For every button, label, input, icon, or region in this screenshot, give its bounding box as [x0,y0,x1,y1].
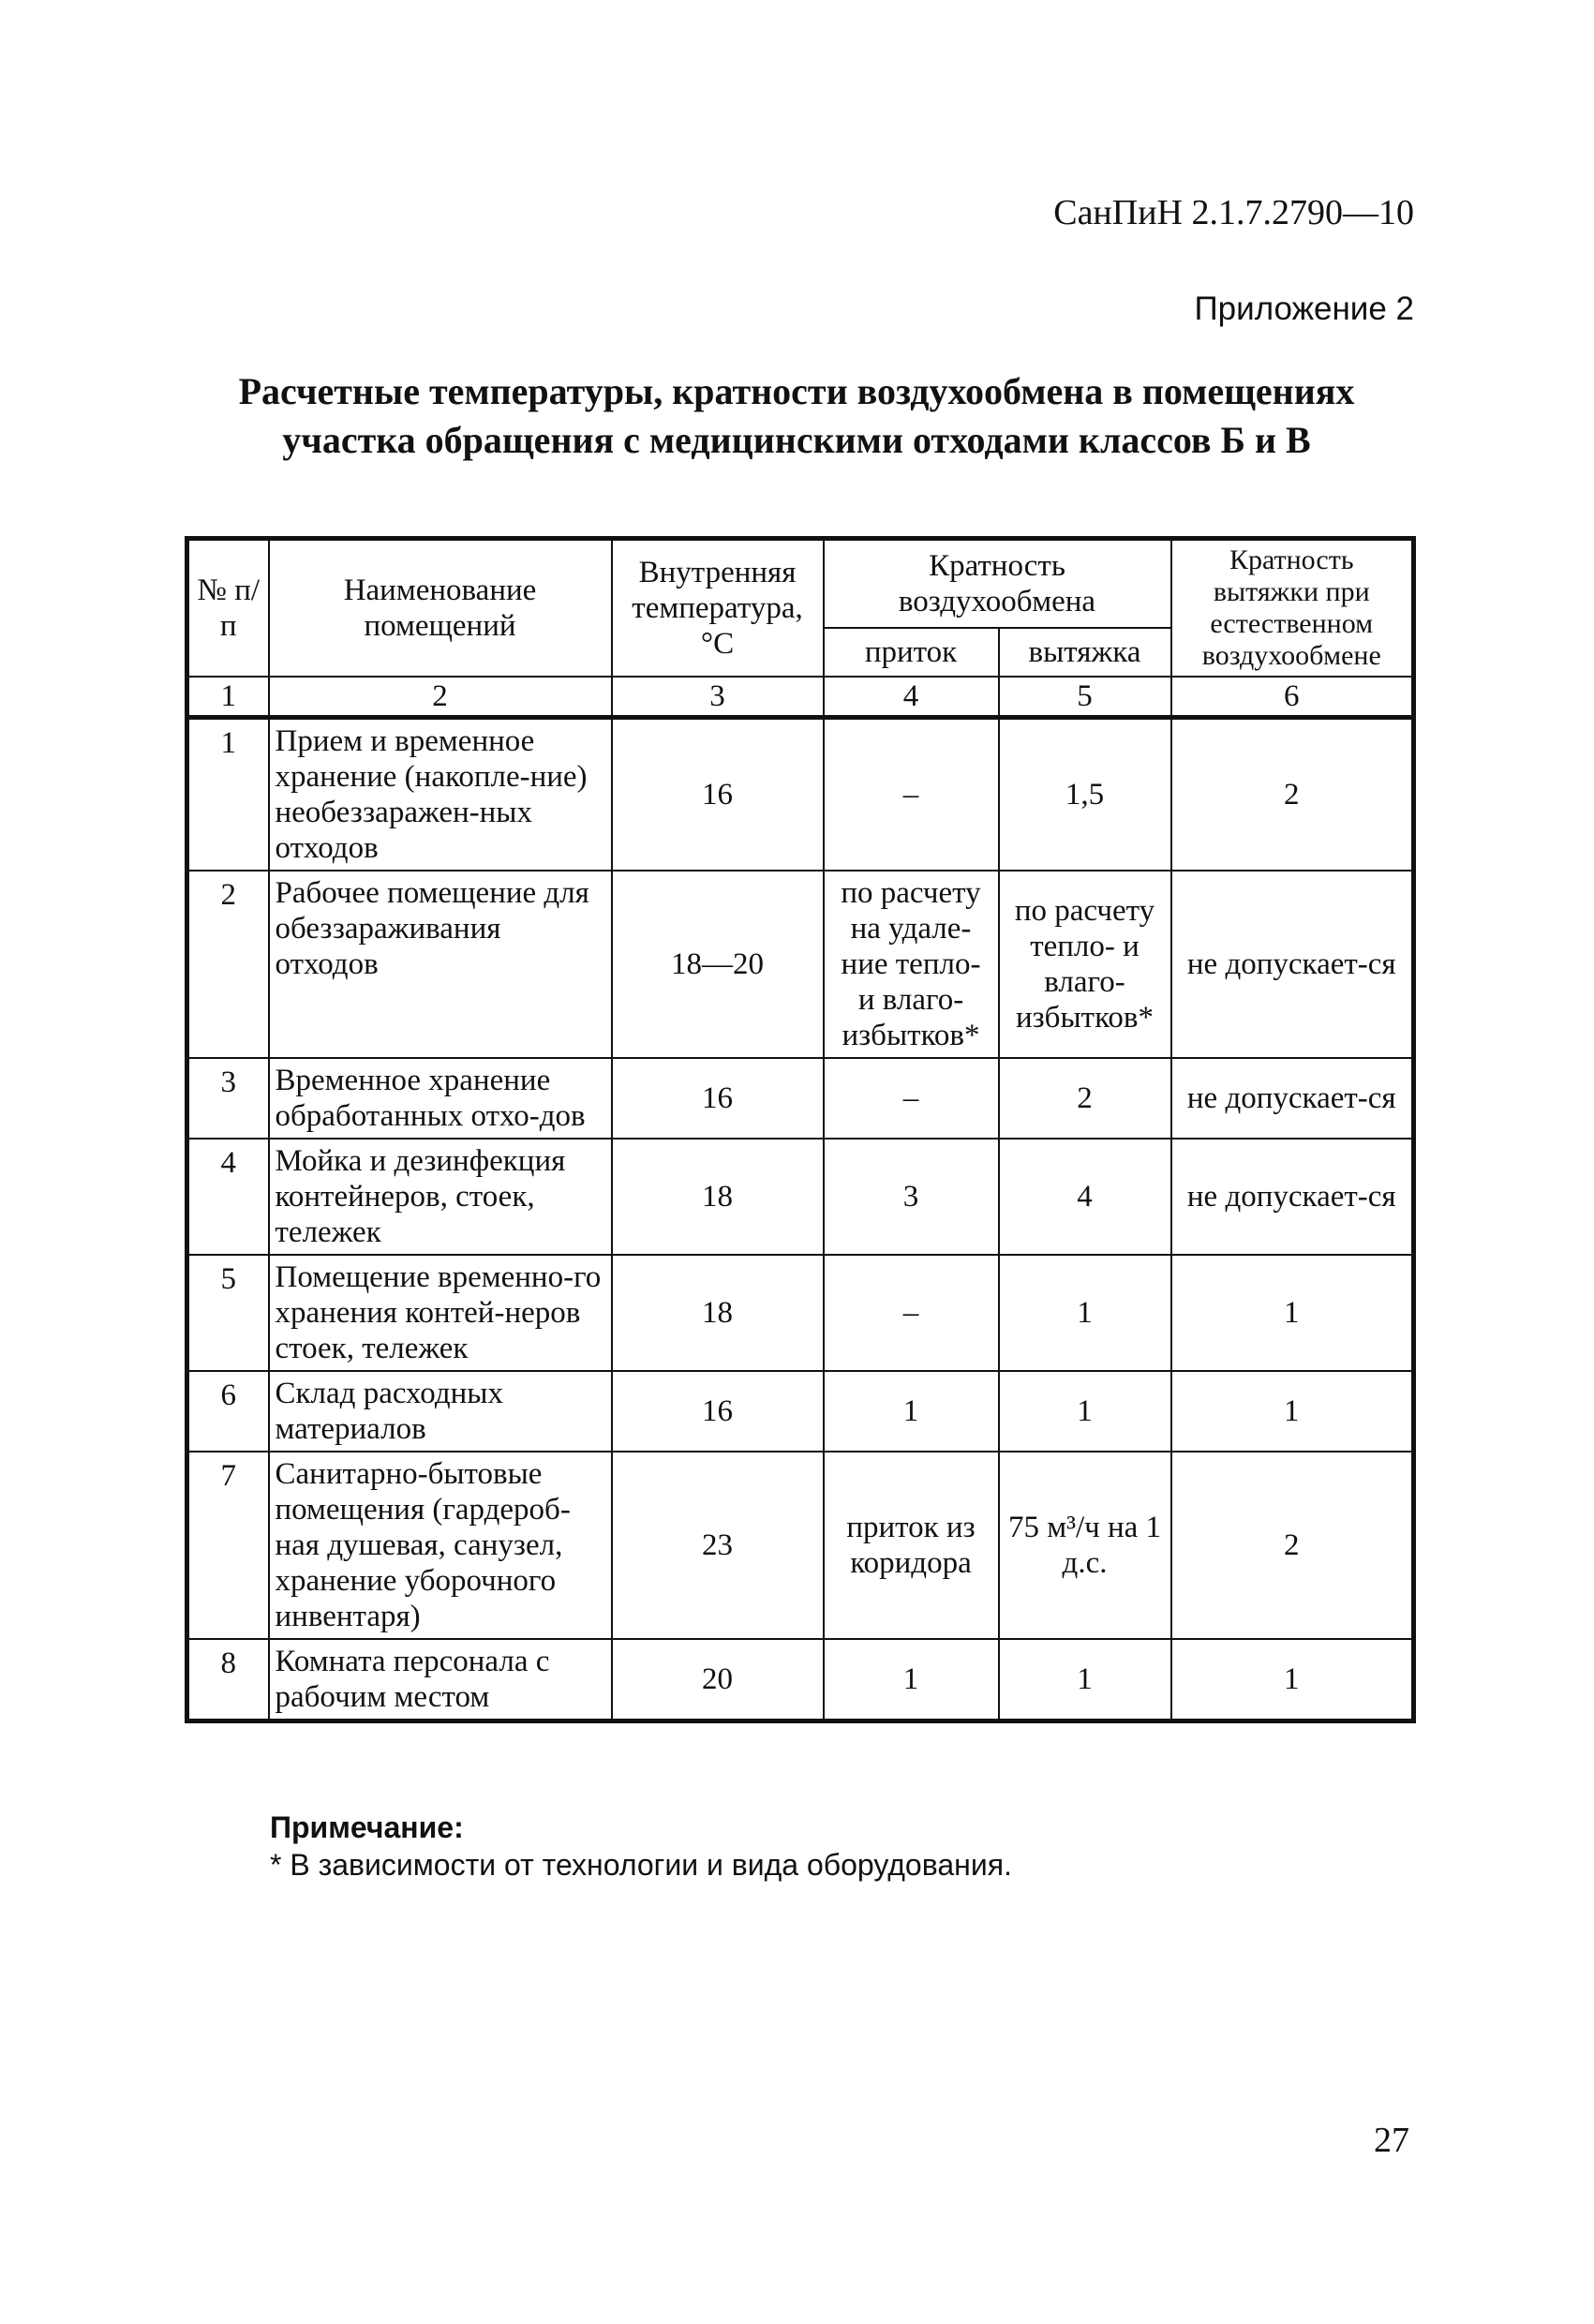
room-exhaust: 75 м³/ч на 1 д.с. [999,1452,1171,1639]
header-air-exchange: Кратность воздухообмена [824,539,1171,628]
room-natural-exhaust: 2 [1171,718,1414,872]
column-number: 5 [999,677,1171,718]
air-exchange-table [185,536,1411,1723]
column-number: 3 [612,677,824,718]
room-name: Санитарно-бытовые помещения (гардероб-ная душевая, санузел, хранение уборочного инвентаря) [269,1452,612,1639]
header-num: № п/п [187,539,269,678]
row-number: 7 [187,1452,269,1639]
room-name: Временное хранение обработанных отхо-дов [269,1058,612,1139]
room-exhaust: 1,5 [999,718,1171,872]
footnote [270,1809,1012,1884]
column-numbers-row [187,677,1414,718]
room-name: Помещение временно-го хранения контей-неров стоек, тележек [269,1255,612,1371]
room-temp: 16 [612,718,824,872]
row-number: 2 [187,871,269,1058]
room-name: Комната персонала с рабочим местом [269,1639,612,1721]
room-exhaust: 4 [999,1139,1171,1255]
room-supply: 1 [824,1371,999,1452]
room-exhaust: 1 [999,1639,1171,1721]
table-row [187,718,1414,872]
room-natural-exhaust: 1 [1171,1255,1414,1371]
table-row [187,1058,1414,1139]
table-row [187,871,1414,1058]
row-number: 4 [187,1139,269,1255]
room-supply: – [824,1255,999,1371]
table-header-row [187,539,1414,628]
page-number: 27 [1374,2121,1409,2160]
room-name: Рабочее помещение для обеззараживания отходов [269,871,612,1058]
room-exhaust: 1 [999,1255,1171,1371]
room-name: Мойка и дезинфекция контейнеров, стоек, тележек [269,1139,612,1255]
room-temp: 23 [612,1452,824,1639]
room-natural-exhaust: 1 [1171,1639,1414,1721]
room-natural-exhaust: не допускает-ся [1171,1139,1414,1255]
room-temp: 20 [612,1639,824,1721]
room-name: Прием и временное хранение (накопле-ние) необеззаражен-ных отходов [269,718,612,872]
header-exhaust: вытяжка [999,628,1171,677]
header-natural-exhaust: Кратность вытяжки при естественном воздухообмене [1171,539,1414,678]
document-code: СанПиН 2.1.7.2790—10 [1053,193,1414,232]
row-number: 1 [187,718,269,872]
room-supply: – [824,1058,999,1139]
header-name: Наименование помещений [269,539,612,678]
footnote-text: * В зависимости от технологии и вида оборудования. [270,1848,1012,1882]
room-supply: приток из коридора [824,1452,999,1639]
room-supply: 3 [824,1139,999,1255]
table-row [187,1139,1414,1255]
footnote-title: Примечание: [270,1810,464,1844]
room-natural-exhaust: 1 [1171,1371,1414,1452]
room-exhaust: 2 [999,1058,1171,1139]
room-temp: 16 [612,1371,824,1452]
room-natural-exhaust: не допускает-ся [1171,1058,1414,1139]
row-number: 8 [187,1639,269,1721]
room-temp: 18 [612,1255,824,1371]
room-natural-exhaust: не допускает-ся [1171,871,1414,1058]
header-supply: приток [824,628,999,677]
appendix-label: Приложение 2 [1194,290,1414,327]
page-title: Расчетные температуры, кратности воздухообмена в помещениях участка обращения с медицинскими отходами классов Б и В [238,370,1355,461]
room-temp: 18—20 [612,871,824,1058]
table-row [187,1371,1414,1452]
column-number: 2 [269,677,612,718]
row-number: 5 [187,1255,269,1371]
room-exhaust: 1 [999,1371,1171,1452]
room-name: Склад расходных материалов [269,1371,612,1452]
room-supply: по расчету на удале-ние тепло- и влаго-избытков* [824,871,999,1058]
column-number: 6 [1171,677,1414,718]
table-row [187,1452,1414,1639]
column-number: 4 [824,677,999,718]
row-number: 3 [187,1058,269,1139]
header-temp: Внутренняя температура, °С [612,539,824,678]
column-number: 1 [187,677,269,718]
room-temp: 18 [612,1139,824,1255]
room-supply: 1 [824,1639,999,1721]
room-temp: 16 [612,1058,824,1139]
table-row [187,1639,1414,1721]
room-natural-exhaust: 2 [1171,1452,1414,1639]
room-supply: – [824,718,999,872]
row-number: 6 [187,1371,269,1452]
room-exhaust: по расчету тепло- и влаго-избытков* [999,871,1171,1058]
table-row [187,1255,1414,1371]
